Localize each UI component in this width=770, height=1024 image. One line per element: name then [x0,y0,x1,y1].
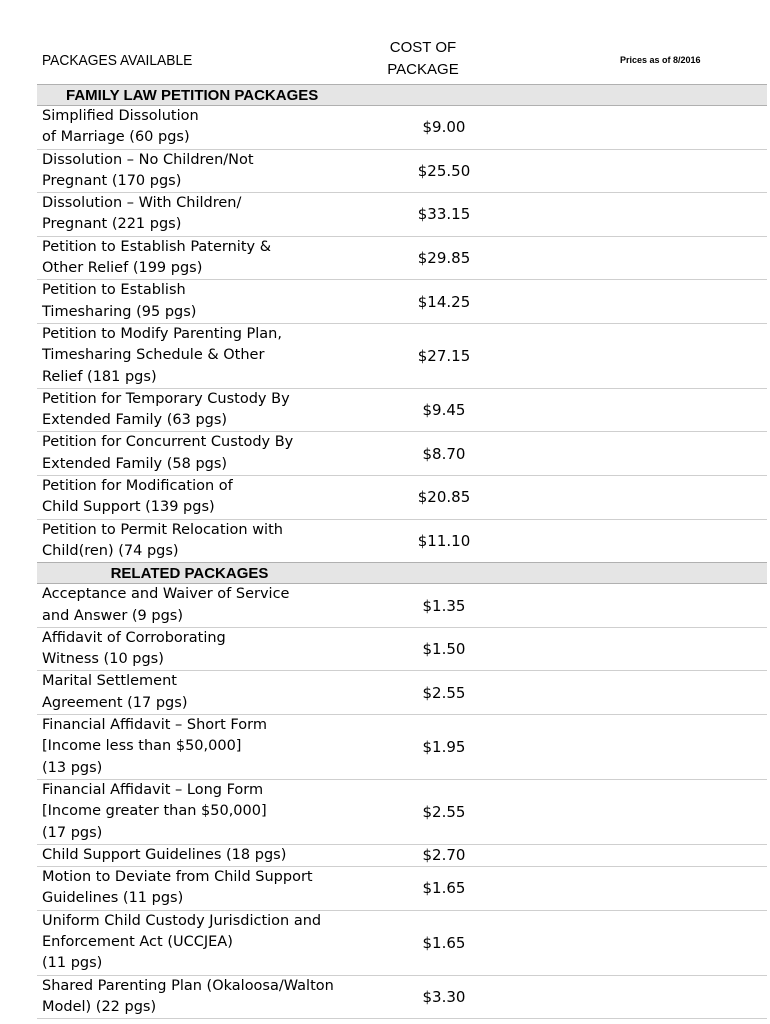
table-row [37,476,767,520]
package-price: $14.25 [417,292,471,311]
package-name: Motion to Deviate from Child Support Guidelines (11 pgs) [42,869,313,907]
package-price: $1.65 [422,879,466,898]
table-row [37,584,767,628]
package-name: Acceptance and Waiver of Service and Answer (9 pgs) [42,586,290,624]
package-name: Petition to Establish Timesharing (95 pgs) [42,282,197,320]
package-name: Petition for Concurrent Custody By Extended Family (58 pgs) [42,434,294,472]
table-row [37,867,767,911]
table-row [37,845,767,867]
packages-available-heading: PACKAGES AVAILABLE [42,52,193,69]
table-row [37,976,767,1020]
table-row [37,324,767,389]
table-row [37,237,767,281]
section-title: RELATED PACKAGES [110,565,269,583]
section-header-related [37,562,767,584]
cost-heading-line1: COST OF [389,39,457,56]
package-name: Dissolution – No Children/Not Pregnant (170 pgs) [42,151,254,189]
package-price: $9.00 [422,118,466,137]
table-row [37,389,767,433]
price-table [37,84,767,1019]
package-price: $2.70 [422,846,466,865]
package-price: $1.50 [422,640,466,659]
package-price: $29.85 [417,249,471,268]
package-name: Uniform Child Custody Jurisdiction and Enforcement Act (UCCJEA) (11 pgs) [42,912,322,972]
package-price: $25.50 [417,161,471,180]
prices-as-of-note: Prices as of 8/2016 [620,55,701,65]
package-price: $2.55 [422,683,466,702]
package-name: Child Support Guidelines (18 pgs) [42,846,287,863]
package-name: Financial Affidavit – Short Form [Income less than $50,000] (13 pgs) [42,717,267,776]
table-row [37,780,767,845]
table-row [37,280,767,324]
package-name: Petition to Establish Paternity & Other Relief (199 pgs) [42,238,272,277]
cost-of-package-heading [350,37,496,81]
table-row [37,628,767,672]
section-header-family-law [37,84,767,106]
package-price: $20.85 [417,488,471,507]
table-row [37,715,767,780]
table-row [37,911,767,976]
package-price: $1.95 [422,737,466,756]
package-price: $3.30 [422,987,466,1006]
package-name: Petition for Temporary Custody By Extended Family (63 pgs) [42,390,290,429]
package-name: Dissolution – With Children/ Pregnant (221 pgs) [42,195,242,233]
package-name: Petition for Modification of Child Support (139 pgs) [42,478,233,516]
table-row [37,432,767,476]
package-name: Shared Parenting Plan (Okaloosa/Walton Model) (22 pgs) [42,977,334,1015]
table-row [37,150,767,194]
package-price: $8.70 [422,444,466,463]
package-price: $1.65 [422,933,466,952]
family-law-rows [37,106,767,562]
package-name: Marital Settlement Agreement (17 pgs) [42,673,188,711]
package-price: $2.55 [422,802,466,821]
package-price: $27.15 [417,346,471,365]
related-rows [37,584,767,1019]
package-price: $1.35 [422,596,466,615]
package-name: Affidavit of Corroborating Witness (10 pgs) [42,629,226,668]
package-price: $33.15 [417,205,471,224]
table-row [37,106,767,150]
package-name: Simplified Dissolution of Marriage (60 pgs) [42,108,199,146]
package-name: Petition to Permit Relocation with Child(ren) (74 pgs) [42,521,283,559]
package-price: $9.45 [422,401,466,420]
package-price: $11.10 [417,531,471,550]
table-row [37,520,767,563]
table-row [37,671,767,715]
table-row [37,193,767,237]
section-title: FAMILY LAW PETITION PACKAGES [66,87,319,104]
cost-heading-line2: PACKAGE [387,61,459,78]
package-name: Petition to Modify Parenting Plan, Timesharing Schedule & Other Relief (181 pgs) [42,325,282,385]
package-name: Financial Affidavit – Long Form [Income greater than $50,000] (17 pgs) [42,781,267,841]
